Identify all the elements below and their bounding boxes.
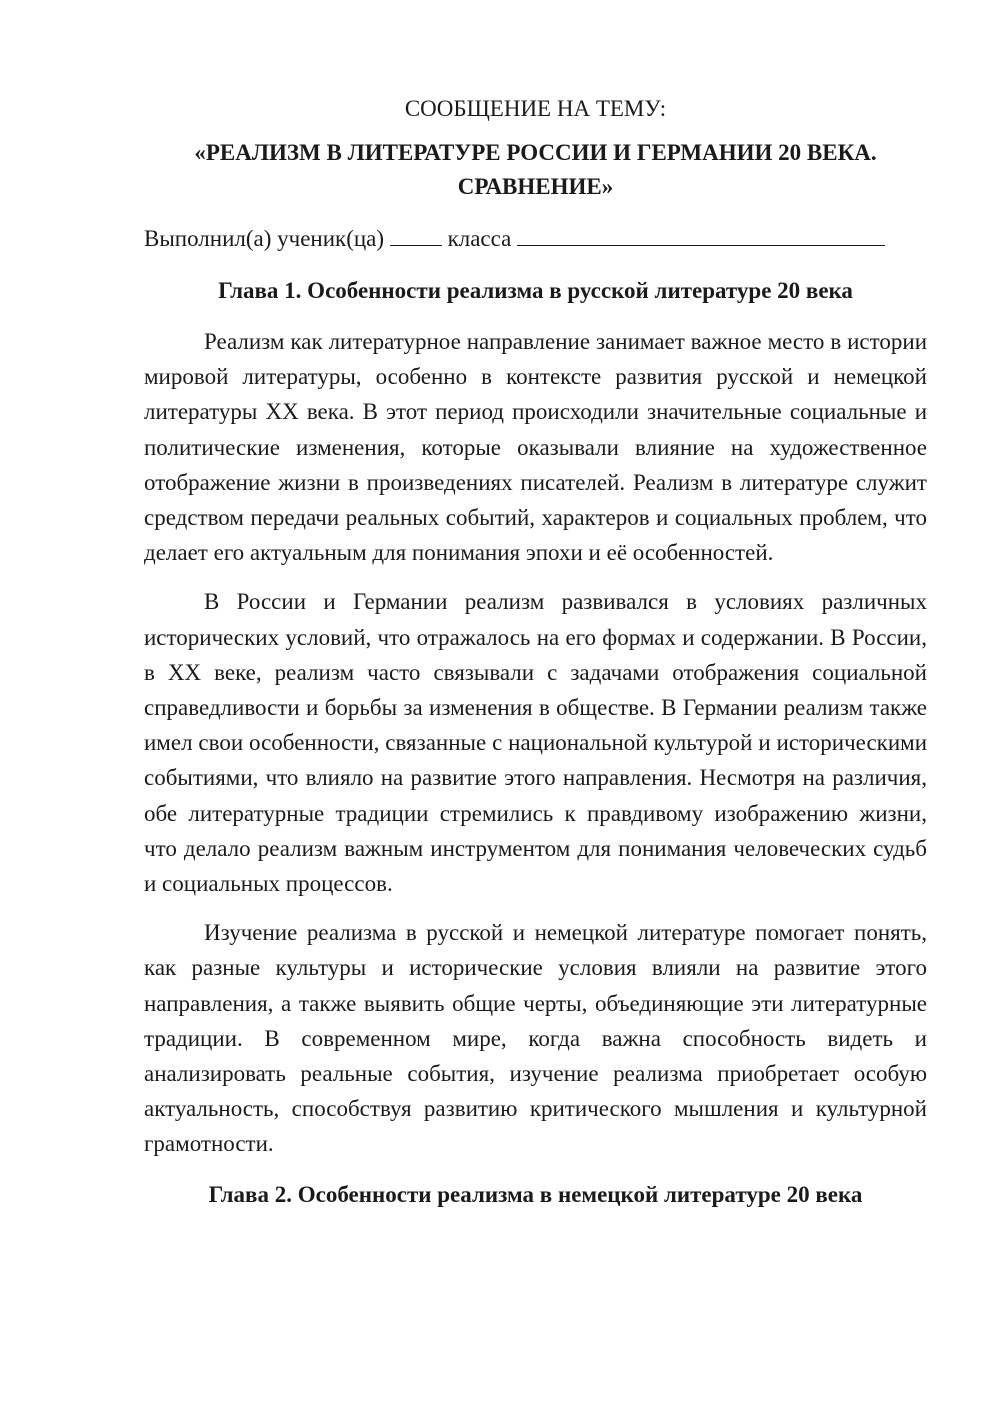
document-title: «РЕАЛИЗМ В ЛИТЕРАТУРЕ РОССИИ И ГЕРМАНИИ 20 ВЕКА. СРАВНЕНИЕ» (194, 140, 877, 199)
author-prefix: Выполнил(а) ученик(ца) (144, 226, 385, 251)
document-header: СООБЩЕНИЕ НА ТЕМУ: (404, 96, 667, 121)
author-line (144, 222, 927, 256)
paragraph-2: В России и Германии реализм развивался в условиях различных исторических условий, что отражалось на его формах и содержании. В России, в XX веке, реализм часто связывали с задачами отображения социальной справедливости и борьбы за изменения в обществе. В Германии реализм также имел свои особенности, связанные с национальной культурой и историческими событиями, что влияло на развитие этого направления. Несмотря на различия, обе литературные традиции стремились к правдивому изображению жизни, что делало реализм важным инструментом для понимания человеческих судьб и социальных процессов. (144, 589, 927, 897)
class-label: класса (447, 226, 512, 251)
document-page (144, 92, 927, 1212)
chapter-2-title: Глава 2. Особенности реализма в немецкой литературе 20 века (208, 1181, 863, 1207)
student-name-blank (517, 223, 885, 246)
paragraph-3: Изучение реализма в русской и немецкой литературе помогает понять, как разные культуры и исторические условия влияли на развитие этого направления, а также выявить общие черты, объединяющие эти литературные традиции. В современном мире, когда важна способность видеть и анализировать реальные события, изучение реализма приобретает особую актуальность, способствуя развитию критического мышления и культурной грамотности. (144, 920, 927, 1157)
chapter-1-title: Глава 1. Особенности реализма в русской литературе 20 века (218, 278, 853, 303)
paragraph-1: Реализм как литературное направление занимает важное место в истории мировой литературы, особенно в контексте развития русской и немецкой литературы XX века. В этот период происходили значительные социальные и политические изменения, которые оказывали влияние на художественное отображение жизни в произведениях писателей. Реализм в литературе служит средством передачи реальных событий, характеров и социальных проблем, что делает его актуальным для понимания эпохи и её особенностей. (144, 329, 927, 566)
class-number-blank (390, 223, 442, 246)
